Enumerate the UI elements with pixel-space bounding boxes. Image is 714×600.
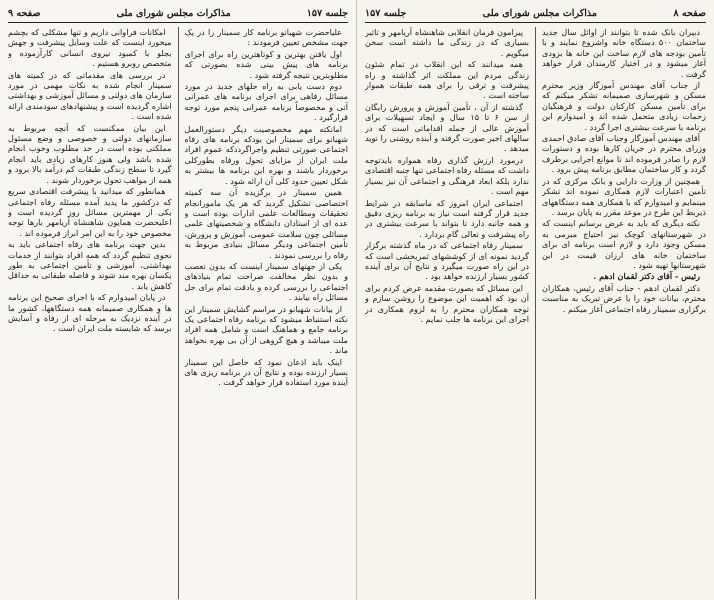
paragraph: امکانات فراوانی داریم و تنها مشکلی که بچشم میخورد اینست که علت وسایل پیشرفت و جهش بجلو با کمبود نیروی انسانی کارآزموده و متخصص روبرو هستیم . (8, 27, 172, 69)
paragraph: همین سمینار در برگزیده آن سه کمیته اختصاصی تشکیل گردید که هر یک مامورانجام تحقیقات ومطالعات علمی ادارات بوده است و عده ای از استادان دانشگاه و شخصیتهای علمی مسائلی چون سلامت عمومی، آموزش و پرورش، تأمین اجتماعی ودیگر مسائل بنیادی مربوط به رفاه را بررسی نمودند . (184, 187, 348, 260)
paragraph: دبیران بانک شده تا بتوانند از اوائل سال جدید ساختمان ۵۰۰ دستگاه خانه واشروع نمایند و با تأمین بودجه های لازم ساخت این خانه ها بزودی آغاز میشود و در اختیار کارمندان قرار خواهد گرفت . (542, 27, 706, 79)
paragraph: همه میدانند که این انقلاب در تمام شئون زندگی مردم این مملکت اثر گذاشته و راه پیشرفت و ترقی را برای همه طبقات هموار ساخته است . (365, 59, 529, 101)
column-right (542, 27, 706, 599)
paragraph: همانطور که میدانید با پیشرفت اقتصادی سریع که درکشور ما پدید آمده مسئله رفاه اجتماعی یکی از مهمترین مسائل روز گردیده است و اعلیحضرت همایون شاهنشاه آریامهر بارها توجه مخصوص خود را به این امر ابراز فرموده اند . (8, 186, 172, 238)
column-left (365, 27, 529, 599)
paragraph: گذشته از آن ، تأمین آموزش و پرورش رایگان از سن ۶ تا ۱۵ سال و ایجاد تسهیلات برای آموزش عالی از جمله اقداماتی است که در سالهای اخیر صورت گرفته و آینده روشنی را نوید میدهد . (365, 101, 529, 154)
paragraph: دکتر لقمان ادهم - جناب آقای رئیس، همکاران محترم، بیانات خود را با عرض تبریک به مناسبت برگزاری سمینار رفاه اجتماعی آغاز میکنم . (542, 282, 706, 314)
page-right (357, 0, 714, 600)
paragraph: یکی از جهتهای سمینار اینست که بدون تعصب و بدون نظر مخالفت صراحت تمام بنیادهای اجتماعی را بررسی کرده و بادقت تمام برای حل مسائل راه بیابند . (184, 260, 348, 303)
paragraph: بدین جهت برنامه های رفاه اجتماعی باید به نحوی تنظیم گردد که همه افراد بتوانند از خدمات بهداشتی، آموزشی و تأمین اجتماعی به طور یکسان بهره مند شوند و فاصله طبقاتی به حداقل کاهش یابد . (8, 239, 172, 291)
text-columns (8, 27, 348, 599)
paragraph: از بیانات شهبانو در مراسم گشایش سمینار این نکته استنباط میشود که برنامه رفاه اجتماعی یک برنامه جامع و هماهنگ است و شامل همه افراد ملت میباشد و هیچ گروهی از آن بی بهره نخواهد ماند . (184, 303, 348, 356)
paragraph: پیرامون فرمان انقلابی شاهنشاه آریامهر و تاثیر بسیاری که در زندگی ما داشته است سخن میگویم . (365, 27, 529, 58)
paragraph: اول یافتن بهترین و کوتاهترین راه برای اجرای برنامه های پیش بینی شده بصورتی که مطلوبترین نتیجه گرفته شود . (184, 48, 348, 80)
paragraph: در پایان امیدوارم که با اجرای صحیح این برنامه ها و همکاری صمیمانه همه دستگاهها، کشور ما در آینده نزدیک به مرحله ای از رفاه و آسایش برسد که شایسته ملت ایران است . (8, 292, 172, 334)
paragraph: از جناب آقای مهندس آموزگار وزیر محترم مسکن و شهرسازی صمیمانه تشکر میکنم که برای تأمین مسکن کارکنان دولت و فرهنگیان زحمات زیادی متحمل شده اند و امیدوارم این برنامه با سرعت بیشتری اجرا گردد . (542, 80, 706, 132)
column-divider (178, 27, 179, 599)
paragraph: آقای مهندس آموزگار وجناب آقای صادق احمدی وزرای محترم در جریان کارها بوده و دستورات لازم را صادر فرموده اند تا موانع اجرایی برطرف گردد و کار ساختمان مطابق برنامه پیش برود . (542, 133, 706, 175)
paragraph: درمورد ارزش گذاری رفاه همواره بایدتوجه داشت که مسئله رفاه اجتماعی تنها جنبه اقتصادی ندارد بلکه ابعاد فرهنگی و اجتماعی آن نیز بسیار مهم است . (365, 154, 529, 197)
speaker-line: رئیس - آقای دکتر لقمان ادهم . (593, 271, 700, 282)
text-columns (365, 27, 706, 599)
column-right (185, 27, 349, 599)
page-header (8, 6, 348, 23)
session-number: جلسه ۱۵۷ (306, 7, 348, 19)
paragraph: امانکته مهم مخصوصیت دیگر دستورالعمل شهبانو برای سمینار این بودکه برنامه های رفاه اجتماعی صورتی تنظیم واجراگرددکه عموم افراد ملت ایران از مزایای تحول ورفاه بطورکلی برخوردار باشند و بهره این برنامه ها بیشتر به شکل تعیین حدود کلی آن ارائه شود . (184, 123, 348, 186)
paragraph: در بررسی های مقدماتی که در کمیته های سمینار انجام شده به نکات مهمی در مورد سازمان های دولتی و مسائل آموزشی و بهداشتی اشاره گردیده است و پیشنهادهای سودمندی ارائه شده است . (8, 69, 172, 122)
paragraph: اجتماعی ایران امروز که ماسابقه در شرایط جدید قرار گرفته است نیاز به برنامه ریزی دقیق و همه جانبه دارد تا بتواند با سرعت بیشتری در راه پیشرفت و تعالی گام بردارد . (365, 197, 529, 239)
paragraph: این بیان ممکنست که آنچه مربوط به سازمانهای دولتی و خصوصی و وضع مسئول مملکتی بوده است در حد مطلوب وخوب انجام شده باشد ولی هنوز کارهای زیادی باید انجام گیرد تا سطح زندگی طبقات کم درآمد بالا برود و همه از مواهب تحول برخوردار شوند . (8, 122, 172, 185)
column-left (8, 27, 172, 599)
paragraph: این مسائل که بصورت مقدمه عرض کردم برای آن بود که اهمیت این موضوع را روشن سازم و توجه همکاران محترم را به لزوم همکاری در اجرای این برنامه ها جلب نمایم . (365, 282, 529, 324)
session-number: جلسه ۱۵۷ (365, 7, 407, 19)
page-number: صفحه ۹ (8, 7, 41, 19)
journal-title: مذاکرات مجلس شورای ملی (482, 7, 597, 19)
paragraph: نکته دیگری که باید به عرض برسانم اینست که در شهرستانهای کوچک نیز احتیاج مبرمی به مسکن وجود دارد و لازم است برنامه ای برای ساختمان خانه های ارزان قیمت در این شهرستانها تهیه شود . (542, 218, 706, 270)
paragraph: علیاحضرت شهبانو برنامه کار سمینار را در یک جهت مشخص تعیین فرمودند : (184, 27, 348, 48)
paragraph: اینک باید اذعان نمود که حاصل این سمینار بسیار ارزنده بوده و نتایج آن در برنامه ریزی های آینده مورد استفاده قرار خواهد گرفت . (184, 356, 348, 388)
paragraph: سمینار رفاه اجتماعی که در ماه گذشته برگزار گردید نمونه ای از کوششهای ثمربخشی است که در این راه صورت میگیرد و نتایج آن برای آینده کشور بسیار ارزنده خواهد بود . (365, 240, 529, 282)
page-number: صفحه ۸ (673, 7, 706, 19)
paragraph: دوم دست یابی به راه حلهای جدید در مورد مسائل رفاهی برای اجرای برنامه های عمرانی آتی و مخصوصاً برنامه عمرانی پنجم مورد توجه قرارگیرد . (184, 81, 348, 123)
paragraph: همچنین از وزارت دارایی و بانک مرکزی که در تأمین اعتبارات لازم همکاری نموده اند تشکر مینمایم و امیدوارم که با همکاری همه دستگاههای ذیربط این طرح در موعد مقرر به پایان برسد . (542, 175, 706, 217)
page-header (365, 6, 706, 23)
column-divider (535, 27, 536, 599)
journal-title: مذاکرات مجلس شورای ملی (116, 7, 231, 19)
